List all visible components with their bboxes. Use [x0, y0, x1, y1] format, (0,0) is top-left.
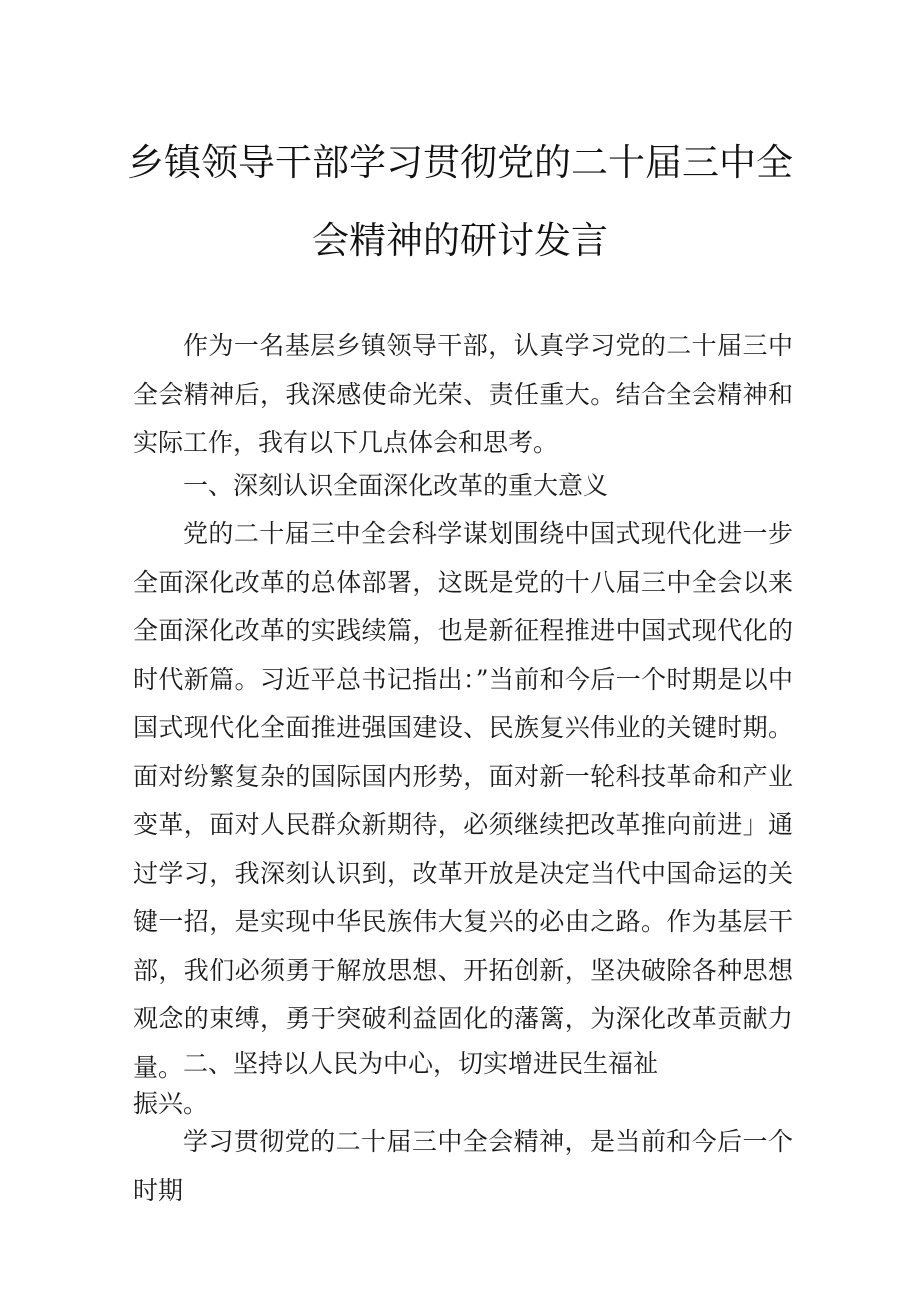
- document-title-line-2: 会精神的研讨发言: [312, 219, 608, 262]
- section-1-body: [133, 510, 793, 1092]
- section-2-body: [133, 1118, 793, 1215]
- section-heading-1-block: [133, 462, 793, 511]
- section-1-paragraph: 党的二十届三中全会科学谋划围绕中国式现代化进一步全面深化改革的总体部署，这既是党的十八届三中全会以来全面深化改革的实践续篇，也是新征程推进中国式现代化的时代新篇。习近平总书记指出：”当前和今后一个时期是以中国式现代化全面推进强国建设、民族复兴伟业的关键时期。面对纷繁复杂的国际国内形势，面对新一轮科技革命和产业变革，面对人民群众新期待，必须继续把改革推向前进」通过学习，我深刻认识到，改革开放是决定当代中国命运的关键一招，是实现中华民族伟大复兴的必由之路。作为基层干部，我们必须勇于解放思想、开拓创新，坚决破除各种思想观念的束缚，勇于突破利益固化的藩篱，为深化改革贡献力量。: [133, 519, 793, 1082]
- fragment-line: 振兴。: [133, 1089, 209, 1118]
- document-body: [133, 322, 793, 468]
- intro-paragraph: 作为一名基层乡镇领导干部，认真学习党的二十届三中全会精神后，我深感使命光荣、责任重大。结合全会精神和实际工作，我有以下几点体会和思考。: [133, 331, 793, 457]
- section-2-paragraph: 学习贯彻党的二十届三中全会精神，是当前和今后一个时期: [133, 1127, 793, 1205]
- section-heading-1: 一、深刻认识全面深化改革的重大意义: [183, 471, 609, 500]
- document-title-line-1: 乡镇领导干部学习贯彻党的二十届三中全: [127, 141, 793, 184]
- section-heading-2: 二、坚持以人民为中心，切实增进民生福祉: [183, 1049, 659, 1078]
